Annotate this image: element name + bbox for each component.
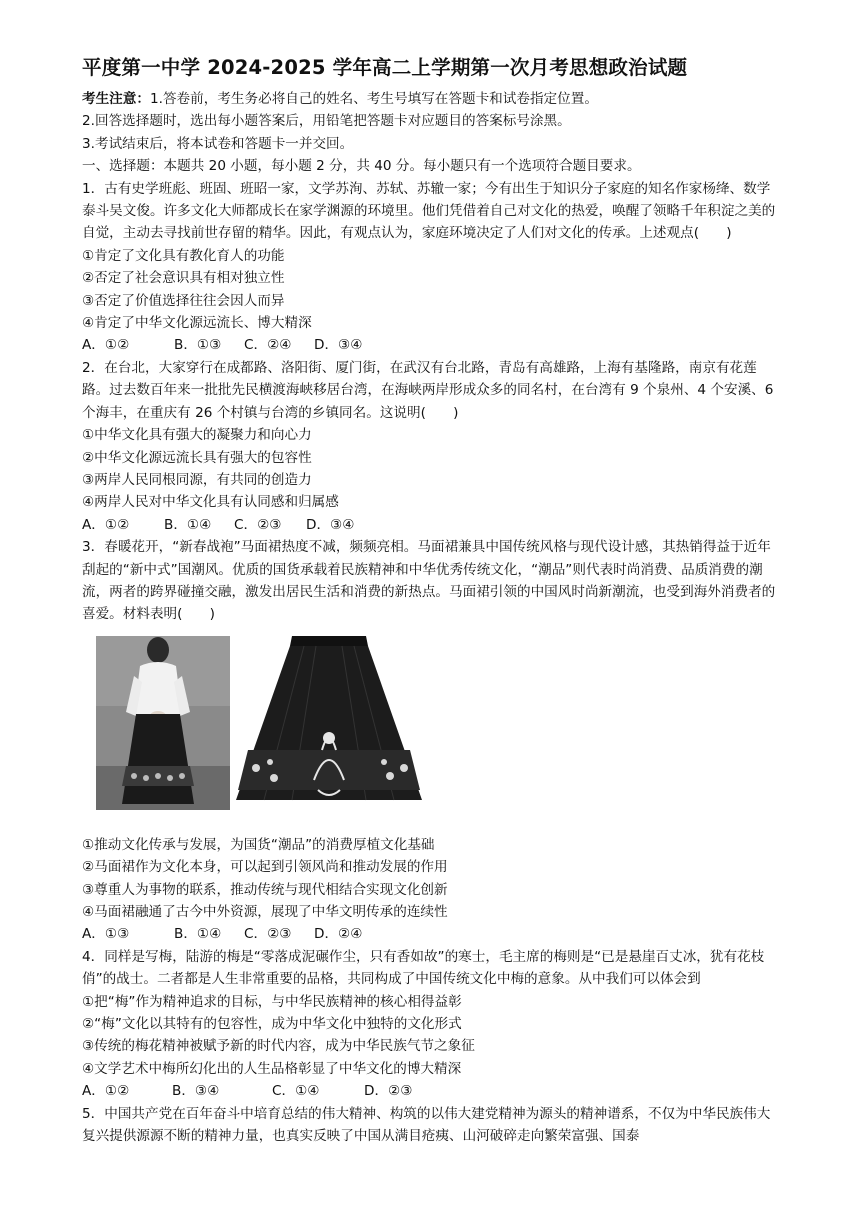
answer-options [82, 334, 782, 356]
option-c: C．②③ [234, 516, 282, 533]
notice-item: 1.答卷前，考生务必将自己的姓名、考生号填写在答题卡和试卷指定位置。 [149, 91, 598, 107]
question-item: ③尊重人为事物的联系，推动传统与现代相结合实现文化创新 [82, 881, 448, 898]
notice-item: 3.考试结束后，将本试卷和答题卡一并交回。 [82, 135, 354, 152]
question-item: ④马面裙融通了古今中外资源，展现了中华文明传承的连续性 [82, 903, 448, 920]
question-stem: 2．在台北，大家穿行在成都路、洛阳街、厦门街，在武汉有台北路，青岛有高雄路，上海有基隆路，南京有花莲路。过去数百年来一批批先民横渡海峡移居台湾，在海峡两岸形成众多的同名村，在台湾有 9 个泉州、4 个安溪、6 个海丰，在重庆有 26 个村镇与台湾的乡镇同名。这说明( ) [82, 359, 774, 421]
option-d: D．②③ [364, 1083, 413, 1100]
option-b: B．①④ [174, 926, 222, 943]
answer-options [82, 514, 782, 536]
question-item: ①中华文化具有强大的凝聚力和向心力 [82, 427, 312, 444]
question-item: ③传统的梅花精神被赋予新的时代内容，成为中华民族气节之象征 [82, 1038, 475, 1055]
exam-title: 平度第一中学 2024-2025 学年高二上学期第一次月考思想政治试题 [82, 56, 688, 79]
question-item: ②否定了社会意识具有相对独立性 [82, 270, 285, 287]
option-d: D．②④ [314, 926, 363, 943]
skirt-photo [234, 630, 424, 816]
exam-body [82, 88, 782, 1147]
question-stem: 3．春暖花开，“新春战袍”马面裙热度不减，频频亮相。马面裙兼具中国传统风格与现代设计感，其热销得益于近年刮起的“新中式”国潮风。优质的国货承载着民族精神和中华优秀传统文化，“潮品”则代表时尚消费、品质消费的潮流，两者的跨界碰撞交融，激发出居民生活和消费的新热点。马面裙引领的中国风时尚新潮流，也受到海外消费者的喜爱。材料表明( ) [82, 539, 776, 623]
option-a: A．①② [82, 1083, 130, 1100]
option-b: B．①③ [174, 337, 222, 354]
option-a: A．①② [82, 516, 130, 533]
notice-line-1 [82, 88, 782, 110]
question-item: ①肯定了文化具有教化育人的功能 [82, 247, 285, 264]
option-d: D．③④ [306, 516, 355, 533]
question-stem: 4．同样是写梅，陆游的梅是“零落成泥碾作尘，只有香如故”的寒士，毛主席的梅则是“已是悬崖百丈冰，犹有花枝俏”的战士。二者都是人生非常重要的品格，共同构成了中国传统文化中梅的意象。从中我们可以体会到 [82, 948, 765, 988]
notice-label: 考生注意： [82, 91, 150, 107]
question-item: ④文学艺术中梅所幻化出的人生品格彰显了中华文化的博大精深 [82, 1060, 462, 1077]
option-c: C．①④ [272, 1083, 320, 1100]
option-a: A．①② [82, 337, 130, 354]
question-item: ②“梅”文化以其特有的包容性，成为中华文化中独特的文化形式 [82, 1016, 462, 1032]
model-photo [96, 636, 230, 810]
answer-options [82, 923, 782, 945]
section-heading: 一、选择题：本题共 20 小题，每小题 2 分，共 40 分。每小题只有一个选项符合题目要求。 [82, 158, 641, 175]
option-a: A．①③ [82, 926, 130, 943]
option-b: B．③④ [172, 1083, 220, 1100]
option-b: B．①④ [164, 516, 212, 533]
question-item: ③两岸人民同根同源，有共同的创造力 [82, 471, 312, 488]
question-item: ④肯定了中华文化源远流长、博大精深 [82, 315, 312, 332]
question-item: ②中华文化源远流长具有强大的包容性 [82, 449, 312, 466]
question-stem: 1．古有史学班彪、班固、班昭一家，文学苏洵、苏轼、苏辙一家；今有出生于知识分子家庭的知名作家杨绛、数学泰斗吴文俊。许多文化大师都成长在家学渊源的环境里。他们凭借着自己对文化的热爱，唤醒了领略千年积淀之美的自觉，主动去寻找前世存留的精华。因此，有观点认为，家庭环境决定了人们对文化的传承。上述观点( ) [82, 180, 776, 242]
answer-options [82, 1080, 782, 1102]
question-item: ④两岸人民对中华文化具有认同感和归属感 [82, 494, 339, 511]
notice-item: 2.回答选择题时，选出每小题答案后，用铅笔把答题卡对应题目的答案标号涂黑。 [82, 113, 571, 130]
option-c: C．②③ [244, 926, 292, 943]
question-item: ②马面裙作为文化本身，可以起到引领风尚和推动发展的作用 [82, 859, 448, 876]
option-d: D．③④ [314, 337, 363, 354]
question-item: ③否定了价值选择往往会因人而异 [82, 292, 285, 309]
question-item: ①把“梅”作为精神追求的目标，与中华民族精神的核心相得益彰 [82, 993, 462, 1010]
question-stem: 5．中国共产党在百年奋斗中培育总结的伟大精神、构筑的以伟大建党精神为源头的精神谱系，不仅为中华民族伟大复兴提供源源不断的精神力量，也真实反映了中国从满目疮痍、山河破碎走向繁荣富强、国泰 [82, 1105, 771, 1145]
question-item: ①推动文化传承与发展，为国货“潮品”的消费厚植文化基础 [82, 836, 435, 853]
option-c: C．②④ [244, 337, 292, 354]
figure-mamian-skirt [82, 630, 782, 828]
